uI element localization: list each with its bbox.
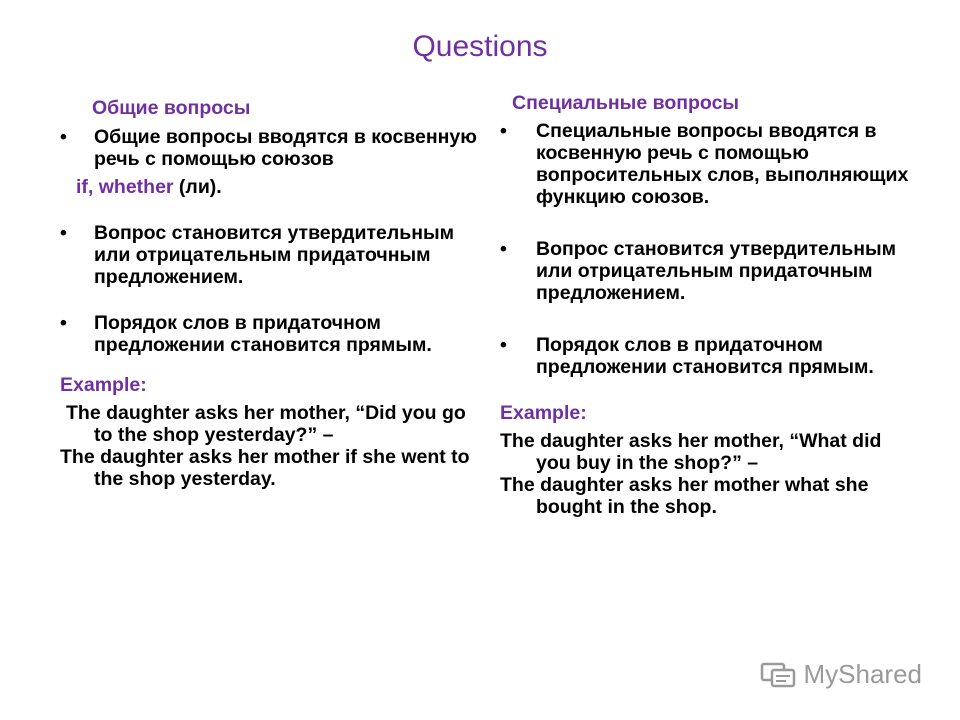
bullet-item (60, 126, 480, 198)
example-direct (500, 430, 920, 474)
example-direct-text: The daughter asks her mother, “Did you go to the shop yesterday?” – (66, 402, 466, 446)
bullet-text: Специальные вопросы вводятся в косвенную речь с помощью вопросительных слов, выполняющих функцию союзов. (536, 120, 909, 208)
example-label: Example: (60, 374, 147, 396)
special-questions-list (500, 120, 920, 378)
special-questions-heading: Специальные вопросы (512, 92, 740, 114)
bullet-text: Порядок слов в придаточном предложении становится прямым. (94, 312, 432, 356)
special-questions-column (500, 92, 920, 518)
example-direct-text: The daughter asks her mother, “What did you buy in the shop?” – (500, 430, 882, 474)
example-indirect (60, 446, 480, 490)
example-indirect-text: The daughter asks her mother if she went to the shop yesterday. (60, 446, 470, 490)
bullet-text: Порядок слов в придаточном предложении становится прямым. (536, 334, 874, 378)
general-questions-heading: Общие вопросы (92, 97, 251, 119)
example-direct (60, 402, 480, 446)
conjunctions: if, whether (76, 176, 174, 198)
conjunctions-line (76, 176, 480, 198)
watermark-logo-icon (760, 660, 798, 690)
bullet-item (60, 312, 480, 356)
bullet-item (500, 238, 920, 304)
general-questions-list (60, 126, 480, 356)
example-label: Example: (500, 402, 587, 424)
bullet-text: Общие вопросы вводятся в косвенную речь с помощью союзов (94, 126, 477, 170)
example-indirect (500, 474, 920, 518)
bullet-text: Вопрос становится утвердительным или отрицательным придаточным предложением. (94, 222, 455, 288)
watermark-text: MyShared (803, 659, 922, 689)
conjunctions-translation: (ли). (173, 176, 222, 198)
bullet-text: Вопрос становится утвердительным или отрицательным придаточным предложением. (536, 238, 897, 304)
bullet-item (60, 222, 480, 288)
example-indirect-text: The daughter asks her mother what she bought in the shop. (500, 474, 869, 518)
watermark (760, 659, 923, 690)
slide-title: Questions (412, 30, 548, 63)
general-questions-column (60, 92, 480, 490)
bullet-item (500, 120, 920, 208)
bullet-item (500, 334, 920, 378)
